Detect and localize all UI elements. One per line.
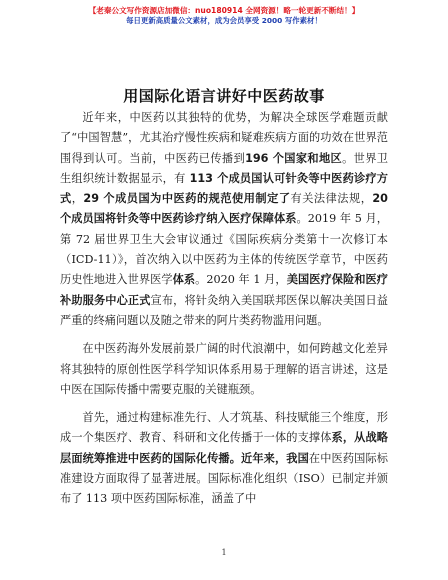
- banner-line-1: 【老秦公文写作资源店加微信：nuo180914 全网资源！略一轮更新不断结！】: [88, 6, 360, 15]
- paragraph-1: [60, 108, 388, 331]
- document-body: [60, 108, 388, 510]
- bold-text-run: 113 个成员国认可针灸等中医药诊疗方式: [60, 171, 388, 206]
- bold-text-run: 29 个成员国为中医药的规范使用制定了: [83, 192, 291, 206]
- text-run: 近年来，中医药以其独特的优势，为解决全球医学难题贡献了“中国智慧”，尤其治疗慢性疾病和疑难疾病方面的功效在世界范围得到认可。当前，中医药已传播到: [60, 111, 388, 165]
- banner-line-2: 每日更新高质量公文素材，成为会员享受 2000 写作素材！: [126, 16, 322, 25]
- bold-text-run: 美国医疗保险和医疗补助服务中心正式: [60, 273, 388, 307]
- text-run: ，: [71, 192, 84, 206]
- text-run: 。2019 年 5 月，第 72 届世界卫生大会审议通过《国际疾病分类第十一次修订本（ICD-11）》，首次纳入以中医药为主体的传统医学章节，中医药历史性地进入世界医学: [60, 212, 388, 287]
- page-number: 1: [221, 548, 227, 557]
- text-run: 。2020 年 1 月，: [195, 273, 287, 287]
- bold-text-run: 体系: [172, 273, 196, 287]
- paragraph-2: [60, 339, 388, 400]
- bold-text-run: 196 个国家和地区: [245, 151, 343, 165]
- paragraph-3: [60, 408, 388, 509]
- text-run: 。世界卫生组织统计数据显示，有: [60, 151, 388, 185]
- header-banner: [0, 6, 448, 26]
- text-run: 在中医药海外发展前景广阔的时代浪潮中，如何跨越文化差异将其独特的原创性医学科学知识体系用易于理解的语言讲述，这是中医在国际传播中需要克服的关键瓶颈。: [60, 342, 388, 396]
- text-run: 宣布，将针灸纳入美国联邦医保以解决美国日益严重的终痛问题以及随之带来的阿片类药物滥用问题。: [60, 293, 388, 327]
- bold-text-run: 系，从战略层面统筹推进中医药的国际化传播。近年来，我国: [60, 431, 388, 465]
- bold-text-run: 20 个成员国将针灸等中医药诊疗纳入医疗保障体系: [60, 192, 388, 226]
- text-run: 首先，通过构建标准先行、人才筑基、科技赋能三个维度，形成一个集医疗、教育、科研和文化传播于一体的支撑体: [60, 411, 388, 445]
- text-run: 有关法律法规，: [290, 192, 373, 206]
- text-run: 在中医药国际标准建设方面取得了显著进展。国际标准化组织（ISO）已制定并颁布了 113 项中医药国际标准，涵盖了中: [60, 451, 388, 506]
- document-title: 用国际化语言讲好中医药故事: [123, 87, 325, 105]
